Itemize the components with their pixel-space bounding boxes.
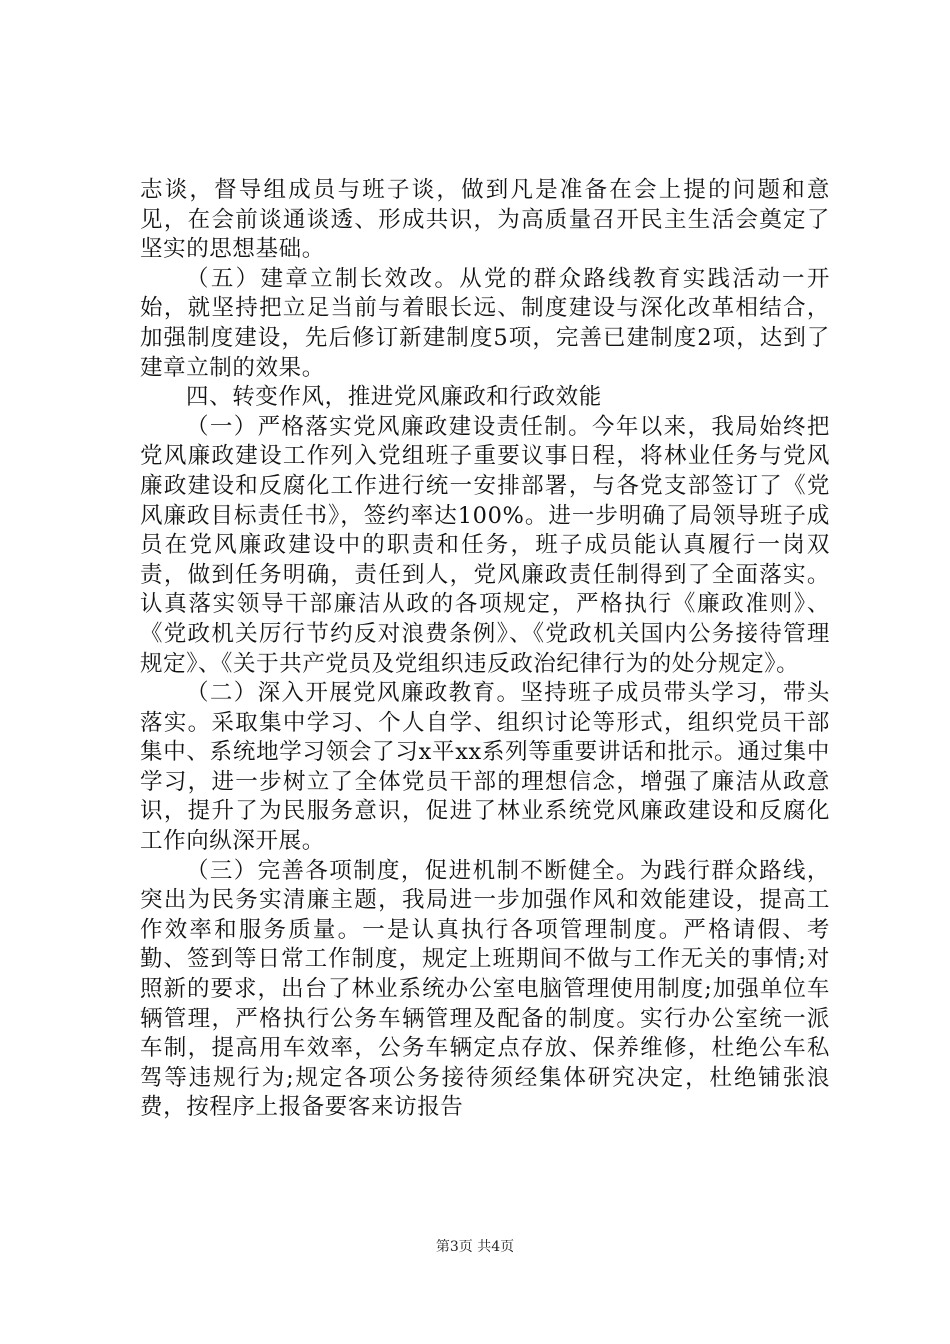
paragraph-continuation: 志谈，督导组成员与班子谈，做到凡是准备在会上提的问题和意见，在会前谈通谈透、形成共识，为高质量召开民主生活会奠定了坚实的思想基础。 bbox=[140, 177, 830, 263]
paragraph-section-five: （五）建章立制长效改。从党的群众路线教育实践活动一开始，就坚持把立足当前与着眼长远、制度建设与深化改革相结合，加强制度建设，先后修订新建制度5项，完善已建制度2项，达到了建章立制的效果。 bbox=[140, 265, 830, 381]
paragraph-section-one: （一）严格落实党风廉政建设责任制。今年以来，我局始终把党风廉政建设工作列入党组班子重要议事日程，将林业任务与党风廉政建设和反腐化工作进行统一安排部署，与各党支部签订了《党风廉政目标责任书》，签约率达100%。进一步明确了局领导班子成员在党风廉政建设中的职责和任务，班子成员能认真履行一岗双责，做到任务明确，责任到人，党风廉政责任制得到了全面落实。认真落实领导干部廉洁从政的各项规定，严格执行《廉政准则》、《党政机关厉行节约反对浪费条例》、《党政机关国内公务接待管理规定》、《关于共产党员及党组织违反政治纪律行为的处分规定》。 bbox=[140, 413, 830, 677]
paragraph-section-three: （三）完善各项制度，促进机制不断健全。为践行群众路线，突出为民务实清廉主题，我局进一步加强作风和效能建设，提高工作效率和服务质量。一是认真执行各项管理制度。严格请假、考勤、签到等日常工作制度，规定上班期间不做与工作无关的事情;对照新的要求，出台了林业系统办公室电脑管理使用制度;加强单位车辆管理，严格执行公务车辆管理及配备的制度。实行办公室统一派车制，提高用车效率，公务车辆定点存放、保养维修，杜绝公车私驾等违规行为;规定各项公务接待须经集体研究决定，杜绝铺张浪费，按程序上报备要客来访报告 bbox=[140, 857, 830, 1121]
page-number-footer: 第3页 共4页 bbox=[435, 1239, 515, 1255]
section-heading-four: 四、转变作风，推进党风廉政和行政效能 bbox=[186, 384, 602, 411]
paragraph-section-two: （二）深入开展党风廉政教育。坚持班子成员带头学习，带头落实。采取集中学习、个人自学、组织讨论等形式，组织党员干部集中、系统地学习领会了习x平xx系列等重要讲话和批示。通过集中学习，进一步树立了全体党员干部的理想信念，增强了廉洁从政意识，提升了为民服务意识，促进了林业系统党风廉政建设和反腐化工作向纵深开展。 bbox=[140, 680, 830, 855]
document-body bbox=[140, 176, 830, 1123]
